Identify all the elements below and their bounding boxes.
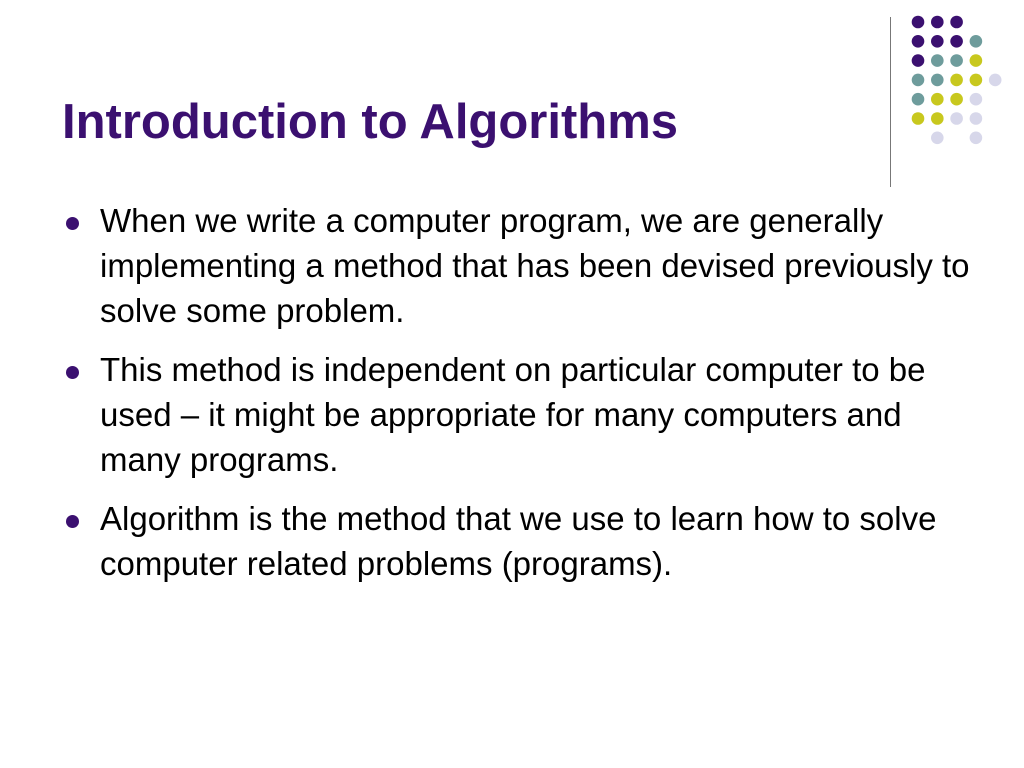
decorative-dot [931, 74, 944, 87]
decorative-dot [912, 54, 925, 67]
bullet-item [62, 198, 982, 333]
decorative-dot [950, 54, 963, 67]
bullet-list [62, 198, 982, 600]
decorative-dot [970, 35, 983, 48]
decorative-dot [970, 132, 983, 145]
bullet-text: Algorithm is the method that we use to learn how to solve computer related problems (programs). [100, 500, 937, 582]
decorative-dot [950, 35, 963, 48]
bullet-item [62, 496, 982, 586]
decorative-dot [970, 93, 983, 106]
decorative-dot [950, 74, 963, 87]
decorative-dot [950, 93, 963, 106]
bullet-dot-icon [66, 515, 79, 528]
decorative-dot [912, 112, 925, 125]
bullet-text: When we write a computer program, we are generally implementing a method that has been devised previously to solve some problem. [100, 202, 970, 329]
bullet-dot-icon [66, 217, 79, 230]
decorative-dot [931, 93, 944, 106]
decorative-dot [970, 74, 983, 87]
decorative-dot [950, 16, 963, 29]
decorative-dot [931, 112, 944, 125]
decorative-dot [912, 16, 925, 29]
bullet-item [62, 347, 982, 482]
decorative-dot [970, 112, 983, 125]
decorative-dot [989, 74, 1002, 87]
slide-title: Introduction to Algorithms [62, 95, 679, 149]
decorative-dot [912, 93, 925, 106]
decorative-dot [950, 112, 963, 125]
decorative-dot [931, 132, 944, 145]
title-divider [890, 17, 891, 187]
decorative-dot [912, 35, 925, 48]
decorative-dot [931, 54, 944, 67]
decorative-dot [970, 54, 983, 67]
decorative-dot [912, 74, 925, 87]
bullet-dot-icon [66, 366, 79, 379]
decorative-dot [931, 35, 944, 48]
bullet-text: This method is independent on particular computer to be used – it might be appropriate for many computers and many programs. [100, 351, 926, 478]
decorative-dot [931, 16, 944, 29]
